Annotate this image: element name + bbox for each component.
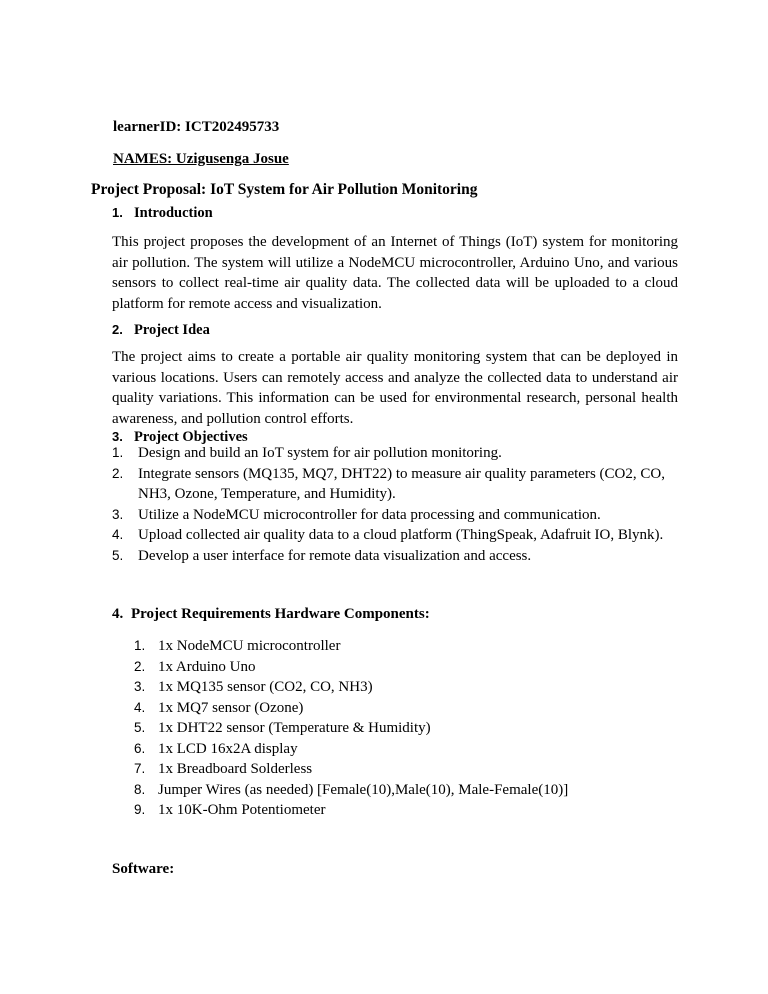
item-number: 8.	[134, 781, 146, 797]
item-number: 2.	[112, 465, 124, 481]
section-number: 1.	[112, 205, 123, 220]
learner-id: learnerID: ICT202495733	[113, 119, 280, 135]
item-number: 1.	[134, 638, 146, 653]
item-number: 3.	[112, 506, 124, 522]
item-number: 5.	[134, 720, 146, 735]
list-item	[112, 464, 692, 505]
section-number: 3.	[112, 429, 123, 444]
section-number: 2.	[112, 322, 123, 337]
item-text: 1x Breadboard Solderless	[158, 761, 313, 777]
section-heading-introduction	[112, 205, 213, 222]
list-item	[112, 525, 692, 546]
section-heading-hardware	[112, 606, 430, 623]
list-item	[112, 505, 692, 526]
item-number: 1.	[112, 445, 124, 460]
item-number: 7.	[134, 761, 146, 776]
item-text: 1x DHT22 sensor (Temperature & Humidity)	[158, 720, 431, 736]
section-title: Project Objectives	[134, 429, 248, 445]
item-number: 2.	[134, 658, 146, 674]
item-number: 5.	[112, 547, 124, 563]
document-title: Project Proposal: IoT System for Air Pollution Monitoring	[91, 181, 478, 198]
item-text: 1x NodeMCU microcontroller	[158, 638, 341, 654]
project-idea-paragraph: The project aims to create a portable air quality monitoring system that can be deployed in various locations. Users can remotely access and analyze the collected data to understand air quality variations. This information can be used for environmental research, personal health awareness, and pollution control efforts.	[112, 349, 678, 427]
software-heading: Software:	[112, 861, 175, 877]
section-number: 4.	[112, 606, 124, 622]
item-text: Design and build an IoT system for air pollution monitoring.	[138, 445, 502, 461]
item-text: 1x 10K-Ohm Potentiometer	[158, 802, 326, 818]
item-number: 4.	[112, 527, 124, 542]
item-text: 1x MQ7 sensor (Ozone)	[158, 699, 304, 716]
list-item	[112, 443, 692, 464]
section-title: Project Idea	[134, 322, 210, 338]
section-heading-project-idea	[112, 322, 210, 339]
item-text: 1x LCD 16x2A display	[158, 740, 298, 757]
item-text: Develop a user interface for remote data visualization and access.	[138, 547, 532, 564]
section-title: Introduction	[134, 205, 213, 221]
introduction-paragraph: This project proposes the development of an Internet of Things (IoT) system for monitoring air pollution. The system will utilize a NodeMCU microcontroller, Arduino Uno, and various sensors to collect real-time air quality data. The collected data will be uploaded to a cloud platform for remote access and visualization.	[112, 234, 678, 312]
item-text: Integrate sensors (MQ135, MQ7, DHT22) to measure air quality parameters (CO2, CO, NH3, Ozone, Temperature, and Humidity).	[138, 465, 665, 502]
item-number: 3.	[134, 679, 146, 694]
item-number: 6.	[134, 740, 146, 756]
item-text: 1x MQ135 sensor (CO2, CO, NH3)	[158, 679, 373, 695]
item-number: 9.	[134, 802, 146, 817]
item-text: Jumper Wires (as needed) [Female(10),Male(10), Male-Female(10)]	[158, 781, 569, 798]
objectives-list	[112, 443, 692, 566]
list-item	[112, 546, 692, 567]
student-names: NAMES: Uzigusenga Josue	[113, 151, 289, 167]
item-text: 1x Arduino Uno	[158, 658, 256, 675]
section-title: Project Requirements Hardware Components:	[131, 606, 430, 622]
item-text: Utilize a NodeMCU microcontroller for data processing and communication.	[138, 506, 601, 523]
item-text: Upload collected air quality data to a cloud platform (ThingSpeak, Adafruit IO, Blynk).	[138, 527, 664, 543]
item-number: 4.	[134, 699, 146, 715]
